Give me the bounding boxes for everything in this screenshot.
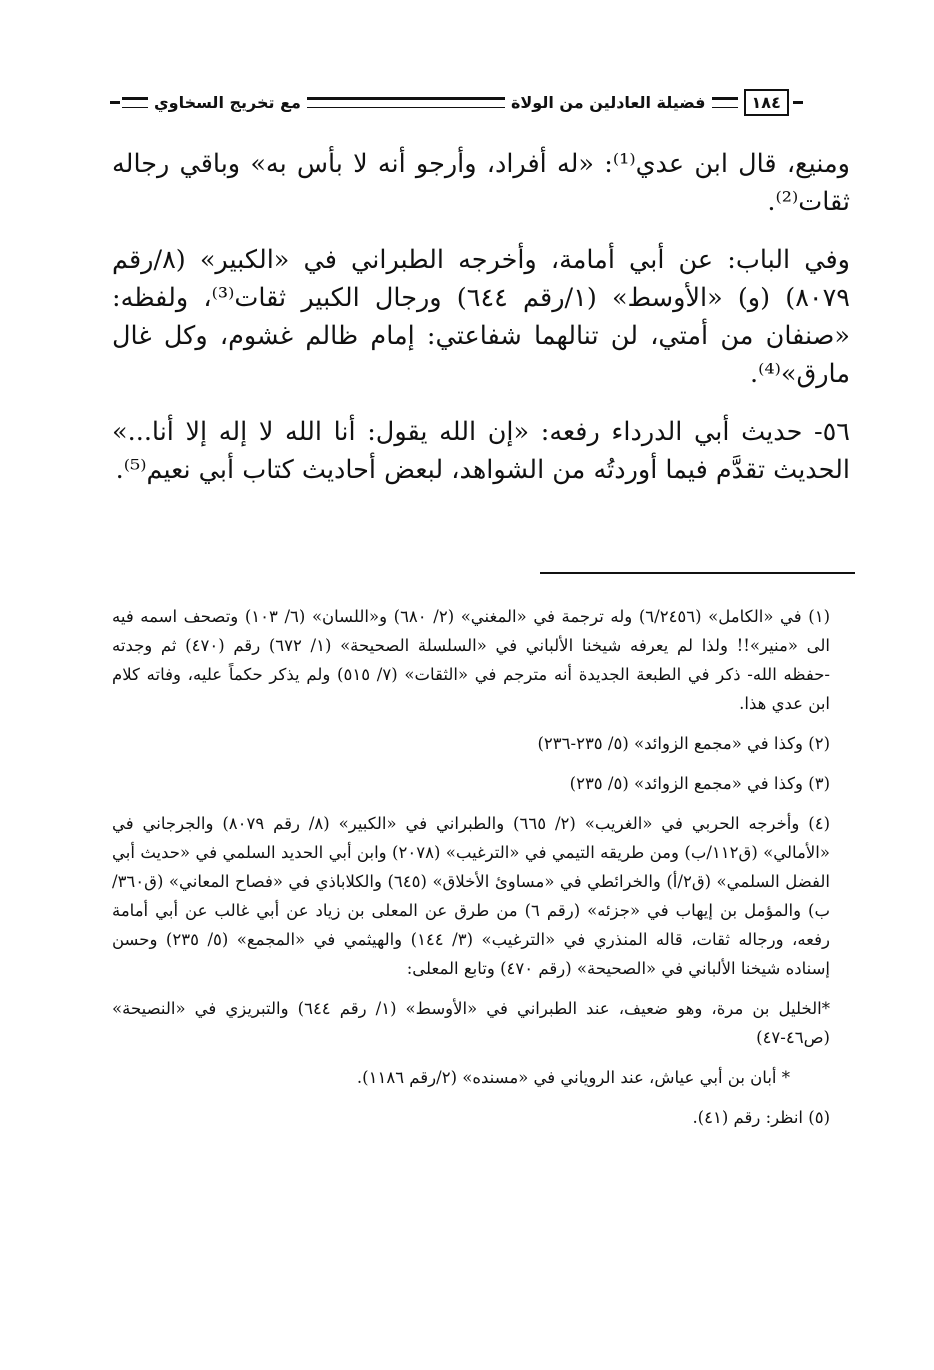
running-header [110,82,852,122]
footnote: (١) في «الكامل» (٦/٢٤٥٦) وله ترجمة في «المغني» (٢/ ٦٨٠) و«اللسان» (٦/ ١٠٣) وتصحف اسمه فيه الى «منير»!! ولذا لم يعرفه شيخنا الألباني في «السلسلة الصحيحة» (١/ ٦٧٢) رقم (٤٧٠) ثم وجدته -حفظه الله- ذكر في الطبعة الجديدة أنه مترجم في «الثقات» (٧/ ٥١٥) ولم يذكر حكماً عليه، وفاته كلام ابن عدي هذا. [112,607,831,713]
header-rule [122,97,148,108]
footnote: (٥) انظر: رقم (٤١). [692,1108,830,1127]
header-rule [307,97,505,108]
paragraph: ومنيع، قال ابن عدي⁽¹⁾: «له أفراد، وأرجو أنه لا بأس به» وباقي رجاله ثقات⁽²⁾. [112,149,850,217]
footnote: (٣) وكذا في «مجمع الزوائد» (٥/ ٢٣٥) [569,774,830,793]
footnotes [112,602,854,1143]
header-book-title: فضيلة العادلين من الولاة [510,92,706,112]
footnote-separator [540,572,855,574]
main-text [112,145,850,509]
footnote: * أبان بن أبي عياش، عند الروياني في «مسنده» (٢/رقم ١١٨٦). [356,1068,790,1087]
footnote: (٤) وأخرجه الحربي في «الغريب» (٢/ ٦٦٥) والطبراني في «الكبير» (٨/ رقم ٨٠٧٩) والجرجاني في «الأمالي» (ق١١٢/ب) ومن طريقه التيمي في «الترغيب» (٢٠٧٨) وابن أبي الحديد السلمي في «حديث أبي الفضل السلمي» (ق٢/أ) والخرائطي في «مساوئ الأخلاق» (٦٤٥) والكلاباذي في «فصاح المعاني» (ق٣٦٠/ب) والمؤمل بن إيهاب في «جزئه» (رقم ٦) من طرق عن المعلى بن زياد عن أبي غالب عن أبي أمامة رفعه، ورجاله ثقات، قاله المنذري في «الترغيب» (٣/ ١٤٤) والهيثمي في «المجمع» (٥/ ٢٣٥) وحسن إسناده شيخنا الألباني في «الصحيحة» (رقم ٤٧٠) وتابع المعلى: [112,814,830,978]
header-rule [712,97,738,108]
paragraph: وفي الباب: عن أبي أمامة، وأخرجه الطبراني في «الكبير» (٨/رقم ٨٠٧٩) (و) «الأوسط» (١/رقم ٦٤٤) ورجال الكبير ثقات⁽³⁾، ولفظه: «صنفان من أمتي، لن تنالهما شفاعتي: إمام ظالم غشوم، وكل غال مارق»⁽⁴⁾. [112,245,851,389]
header-rule-left-end [110,101,120,104]
header-rule-right-end [793,101,803,104]
page-number: ١٨٤ [744,89,789,116]
footnote: (٢) وكذا في «مجمع الزوائد» (٥/ ٢٣٥-٢٣٦) [537,734,830,753]
paragraph: ٥٦- حديث أبي الدرداء رفعه: «إن الله يقول: أنا الله لا إله إلا أنا...» الحديث تقدَّم فيما أوردتُه من الشواهد، لبعض أحاديث كتاب أبي نعيم⁽⁵⁾. [112,417,850,485]
footnote: *الخليل بن مرة، وهو ضعيف، عند الطبراني في «الأوسط» (١/ رقم ٦٤٤) والتبريزي في «النصيحة» (ص٤٦-٤٧) [112,999,830,1047]
header-subtitle: مع تخريج السخاوي [154,92,301,112]
